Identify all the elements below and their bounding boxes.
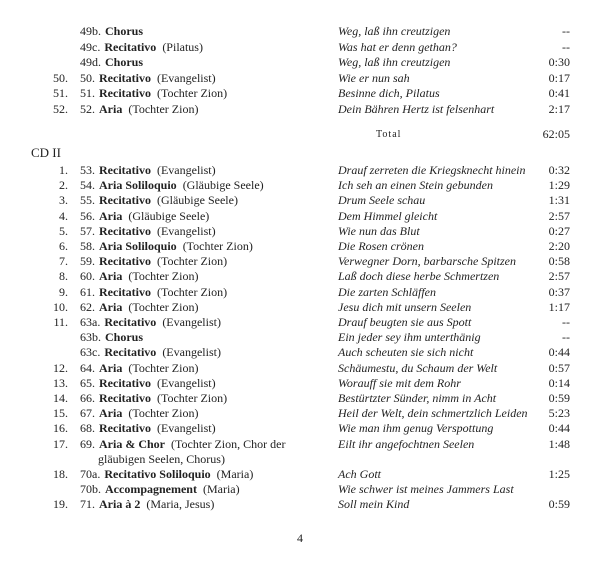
movement-type: Aria	[99, 208, 123, 223]
track-row	[0, 40, 600, 55]
movement-role: (Pilatus)	[162, 39, 203, 54]
track-row	[0, 178, 600, 193]
movement-entry	[80, 345, 221, 360]
movement-duration: 2:57	[548, 269, 570, 284]
movement-duration: 0:44	[548, 345, 570, 360]
track-row	[0, 163, 600, 178]
movement-title: Laß doch diese herbe Schmertzen	[338, 269, 500, 284]
movement-role: (Maria)	[216, 467, 254, 481]
movement-type: Recitativo	[99, 193, 151, 208]
track-number: 8.	[59, 269, 68, 284]
movement-type: Aria	[99, 101, 123, 116]
movement-role: (Tochter Zion)	[156, 86, 228, 100]
movement-duration: 1:48	[548, 436, 570, 451]
movement-title: Auch scheuten sie sich nicht	[338, 345, 474, 360]
track-row	[0, 361, 600, 376]
movement-role: (Evangelist)	[162, 315, 221, 329]
movement-duration: 0:57	[548, 360, 570, 375]
movement-number: 68.	[80, 421, 95, 436]
movement-duration: 0:41	[548, 86, 570, 100]
movement-title: Schäumestu, du Schaum der Welt	[338, 360, 498, 375]
track-number: 7.	[59, 254, 68, 269]
movement-duration: 0:37	[548, 284, 570, 299]
track-row	[0, 345, 600, 360]
movement-duration: 2:17	[548, 101, 570, 116]
movement-duration: 5:23	[548, 406, 570, 421]
movement-entry	[80, 239, 253, 254]
movement-type: Aria	[99, 406, 123, 421]
movement-number: 53.	[80, 163, 95, 177]
movement-duration: 0:59	[548, 391, 570, 405]
movement-title: Verwegner Dorn, barbarsche Spitzen	[338, 254, 516, 269]
track-row	[0, 376, 600, 391]
movement-type: Aria & Chor	[99, 436, 165, 451]
track-row	[0, 254, 600, 269]
movement-number: 70b.	[80, 482, 101, 497]
movement-entry	[80, 178, 264, 193]
movement-role: gläubigen Seelen, Chorus)	[98, 451, 225, 466]
movement-role: (Gläubige Seele)	[156, 193, 238, 208]
movement-entry	[80, 497, 214, 512]
movement-duration: 0:14	[548, 375, 570, 390]
track-number: 5.	[59, 223, 68, 238]
movement-type: Recitativo	[99, 86, 151, 100]
movement-entry	[80, 361, 198, 376]
track-number: 18.	[53, 467, 68, 481]
movement-title: Ein jeder sey ihm unterthänig	[338, 330, 481, 345]
track-number: 17.	[53, 436, 68, 451]
track-row	[0, 86, 600, 101]
movement-role: (Evangelist)	[156, 163, 216, 177]
movement-type: Recitativo	[99, 223, 151, 238]
movement-duration: 0:30	[548, 55, 570, 69]
movement-entry	[80, 467, 253, 482]
movement-entry	[80, 254, 227, 269]
track-row	[0, 24, 600, 39]
movement-role: (Tochter Zion)	[128, 360, 199, 375]
movement-entry	[80, 71, 216, 86]
movement-title: Dein Bähren Hertz ist felsenhart	[338, 101, 495, 116]
movement-type: Aria Soliloquio	[99, 239, 177, 253]
movement-number: 49c.	[80, 39, 101, 54]
track-row	[0, 421, 600, 436]
track-number: 50.	[53, 70, 68, 85]
movement-number: 63c.	[80, 345, 101, 360]
track-number: 2.	[59, 178, 68, 193]
movement-role: (Tochter Zion)	[156, 391, 228, 405]
movement-title: Soll mein Kind	[338, 497, 410, 512]
movement-title: Wie schwer ist meines Jammers Last	[338, 482, 514, 497]
track-row	[0, 406, 600, 421]
movement-number: 49d.	[80, 55, 101, 69]
movement-role: (Gläubige Seele)	[182, 178, 264, 193]
movement-title: Worauff sie mit dem Rohr	[338, 375, 461, 390]
movement-title: Die Rosen crönen	[338, 239, 424, 253]
movement-duration: 1:17	[548, 299, 570, 314]
movement-number: 64.	[80, 360, 95, 375]
track-number: 4.	[59, 208, 68, 223]
total-duration: 62:05	[542, 127, 570, 141]
track-row	[0, 391, 600, 406]
track-row	[0, 71, 600, 86]
movement-title: Besinne dich, Pilatus	[338, 86, 440, 100]
movement-duration: --	[562, 330, 570, 345]
movement-duration: --	[562, 315, 570, 329]
movement-number: 51.	[80, 86, 95, 100]
movement-title: Bestürtzter Sünder, nimm in Acht	[338, 391, 497, 405]
track-row	[0, 224, 600, 239]
movement-entry	[80, 482, 240, 497]
movement-number: 49b.	[80, 24, 101, 38]
movement-role: (Maria, Jesus)	[146, 497, 215, 512]
movement-number: 63a.	[80, 315, 101, 329]
track-number: 1.	[59, 163, 68, 177]
movement-number: 55.	[80, 193, 95, 208]
movement-title: Drauf zerreten die Kriegsknecht hinein	[338, 163, 526, 177]
movement-number: 63b.	[80, 330, 101, 345]
movement-role: (Tochter Zion)	[128, 406, 199, 421]
movement-type: Chorus	[105, 55, 144, 69]
movement-number: 61.	[80, 284, 95, 299]
movement-entry	[80, 209, 209, 224]
track-number: 9.	[59, 284, 68, 299]
track-number: 11.	[53, 315, 68, 329]
movement-type: Recitativo	[104, 315, 157, 329]
movement-entry	[80, 391, 227, 406]
track-row	[0, 452, 600, 467]
movement-title: Die zarten Schläffen	[338, 284, 436, 299]
movement-number: 57.	[80, 223, 95, 238]
movement-role: (Tochter Zion)	[182, 239, 253, 253]
movement-number: 54.	[80, 178, 95, 193]
movement-entry	[80, 224, 216, 239]
movement-title: Wie nun das Blut	[338, 223, 420, 238]
track-row	[0, 193, 600, 208]
movement-number: 56.	[80, 208, 95, 223]
movement-title: Jesu dich mit unsern Seelen	[338, 299, 472, 314]
movement-entry	[80, 437, 285, 452]
movement-number: 66.	[80, 391, 95, 405]
movement-entry	[80, 193, 238, 208]
movement-type: Recitativo	[99, 375, 151, 390]
track-number: 19.	[53, 497, 68, 512]
movement-duration: 2:57	[548, 208, 570, 223]
page-number: 4	[297, 531, 303, 545]
movement-duration: 0:27	[548, 223, 570, 238]
movement-title: Wie er nun sah	[338, 70, 410, 85]
movement-duration: 2:20	[548, 239, 570, 253]
movement-role: (Gläubige Seele)	[128, 208, 210, 223]
movement-title: Ich seh an einen Stein gebunden	[338, 178, 493, 193]
movement-title: Weg, laß ihn creutzigen	[338, 24, 451, 38]
movement-entry	[80, 300, 198, 315]
movement-entry	[80, 163, 216, 178]
track-row	[0, 482, 600, 497]
movement-entry	[80, 406, 198, 421]
movement-type: Recitativo	[99, 70, 151, 85]
movement-type: Recitativo	[99, 163, 151, 177]
movement-role: (Evangelist)	[156, 70, 216, 85]
movement-title: Eilt ihr angefochtnen Seelen	[338, 436, 475, 451]
track-row	[0, 467, 600, 482]
movement-duration: 1:29	[548, 178, 570, 193]
movement-number: 50.	[80, 70, 95, 85]
track-row	[0, 209, 600, 224]
movement-type: Recitativo	[99, 254, 151, 269]
track-number: 3.	[59, 193, 68, 208]
movement-type: Chorus	[105, 330, 144, 345]
movement-number: 71.	[80, 497, 95, 512]
movement-duration: 0:17	[548, 70, 570, 85]
total-label: Total	[376, 129, 402, 140]
movement-title: Wie man ihm genug Verspottung	[338, 421, 494, 436]
movement-type: Recitativo	[99, 284, 151, 299]
movement-type: Recitativo	[104, 345, 157, 360]
track-row	[0, 497, 600, 512]
movement-entry	[80, 421, 216, 436]
movement-title: Ach Gott	[338, 467, 381, 481]
movement-role: (Maria)	[202, 482, 240, 497]
track-row	[0, 330, 600, 345]
movement-duration: 0:32	[548, 163, 570, 177]
movement-number: 69.	[80, 436, 95, 451]
movement-title: Drauf beugten sie aus Spott	[338, 315, 472, 329]
movement-role: (Tochter Zion)	[128, 269, 199, 284]
movement-entry	[80, 269, 198, 284]
movement-duration: --	[562, 24, 570, 38]
movement-entry	[98, 452, 225, 467]
track-number: 15.	[53, 406, 68, 421]
movement-number: 58.	[80, 239, 95, 253]
track-number: 10.	[53, 299, 68, 314]
track-number: 14.	[53, 391, 68, 405]
track-row	[0, 239, 600, 254]
movement-duration: --	[562, 39, 570, 54]
movement-duration: 1:25	[548, 467, 570, 481]
movement-entry	[80, 55, 149, 70]
movement-role: (Tochter Zion)	[128, 101, 199, 116]
track-row	[0, 285, 600, 300]
movement-title: Weg, laß ihn creutzigen	[338, 55, 451, 69]
movement-type: Chorus	[105, 24, 144, 38]
movement-entry	[80, 376, 216, 391]
track-row	[0, 437, 600, 452]
track-row	[0, 269, 600, 284]
track-number: 13.	[53, 375, 68, 390]
track-number: 16.	[53, 421, 68, 436]
movement-number: 62.	[80, 299, 95, 314]
movement-role: (Tochter Zion)	[156, 254, 228, 269]
track-row	[0, 55, 600, 70]
movement-entry	[80, 40, 203, 55]
track-number: 6.	[59, 239, 68, 253]
movement-entry	[80, 285, 227, 300]
track-number: 52.	[53, 101, 68, 116]
movement-number: 60.	[80, 269, 95, 284]
cd-heading: CD II	[31, 145, 61, 160]
movement-type: Aria à 2	[99, 497, 141, 512]
movement-number: 52.	[80, 101, 95, 116]
movement-duration: 0:58	[548, 254, 570, 269]
movement-type: Recitativo	[99, 391, 151, 405]
movement-type: Recitativo Soliloquio	[104, 467, 211, 481]
movement-title: Heil der Welt, dein schmertzlich Leiden	[338, 406, 528, 421]
movement-entry	[80, 102, 198, 117]
movement-type: Recitativo	[99, 421, 151, 436]
movement-role: (Tochter Zion)	[156, 284, 228, 299]
track-number: 12.	[53, 360, 68, 375]
movement-type: Recitativo	[104, 39, 157, 54]
movement-title: Was hat er denn gethan?	[338, 39, 457, 54]
movement-type: Aria	[99, 299, 123, 314]
movement-role: (Evangelist)	[162, 345, 221, 360]
movement-type: Accompagnement	[105, 482, 197, 497]
track-row	[0, 300, 600, 315]
movement-title: Drum Seele schau	[338, 193, 426, 208]
movement-duration: 0:44	[548, 421, 570, 436]
movement-entry	[80, 86, 227, 101]
movement-title: Dem Himmel gleicht	[338, 208, 438, 223]
track-number: 51.	[53, 86, 68, 100]
movement-number: 70a.	[80, 467, 101, 481]
track-row	[0, 102, 600, 117]
movement-entry	[80, 315, 221, 330]
movement-type: Aria	[99, 360, 123, 375]
movement-role: (Tochter Zion)	[128, 299, 199, 314]
movement-role: (Tochter Zion, Chor der	[171, 436, 286, 451]
movement-duration: 1:31	[548, 193, 570, 208]
track-row	[0, 315, 600, 330]
movement-entry	[80, 24, 149, 39]
movement-duration: 0:59	[548, 497, 570, 512]
movement-number: 65.	[80, 375, 95, 390]
movement-role: (Evangelist)	[156, 421, 216, 436]
movement-role: (Evangelist)	[156, 375, 216, 390]
movement-number: 59.	[80, 254, 95, 269]
movement-type: Aria Soliloquio	[99, 178, 177, 193]
movement-type: Aria	[99, 269, 123, 284]
movement-entry	[80, 330, 149, 345]
movement-role: (Evangelist)	[156, 223, 216, 238]
movement-number: 67.	[80, 406, 95, 421]
